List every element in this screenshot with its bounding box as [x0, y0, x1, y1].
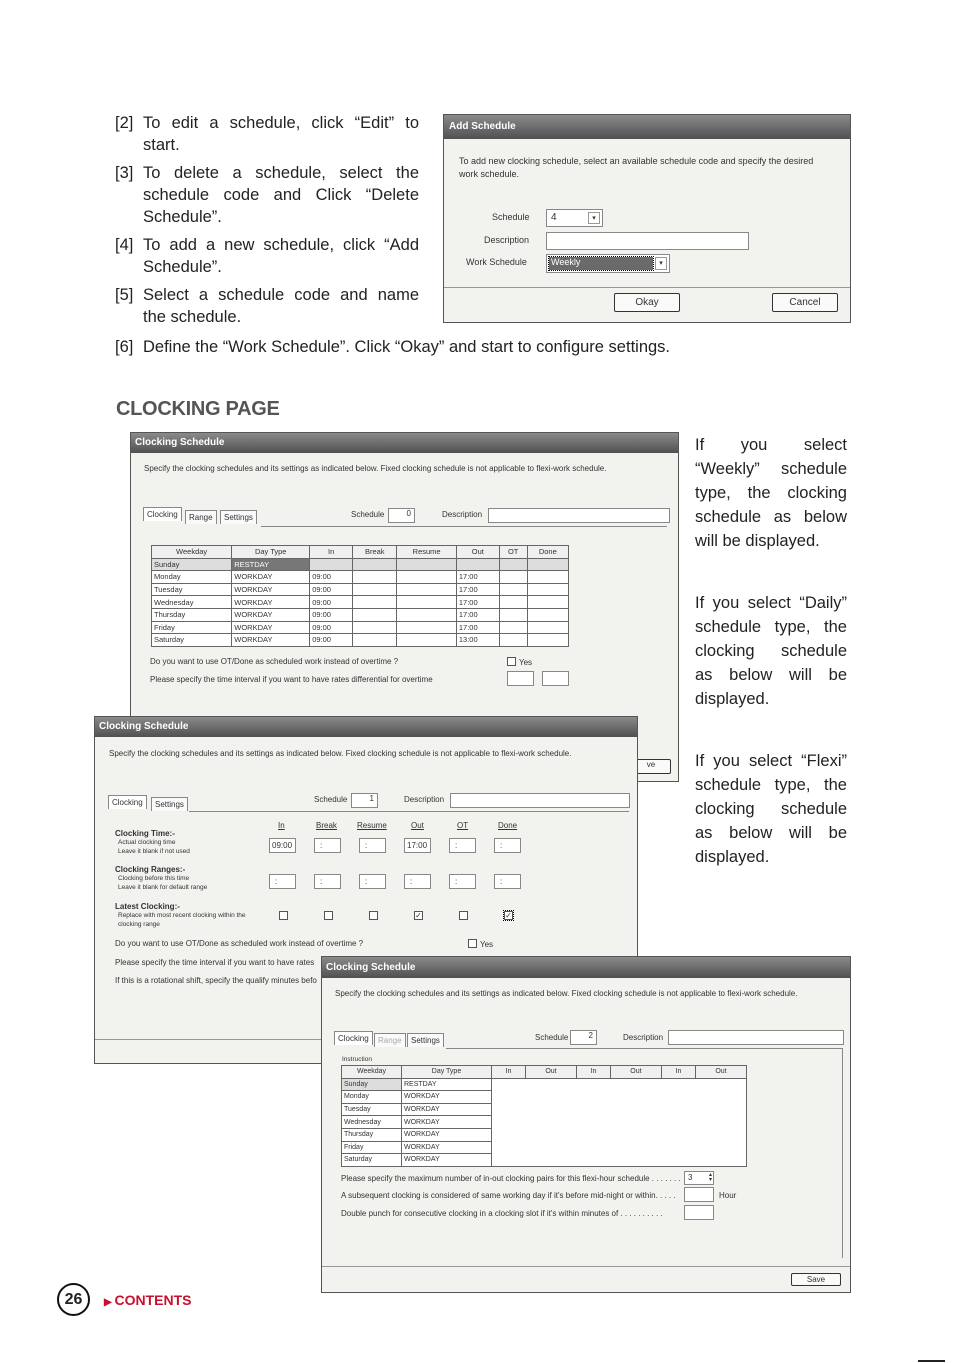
ranges-title: Clocking Ranges:- [115, 865, 186, 874]
window-title: Clocking Schedule [131, 433, 678, 453]
ot-yes-label: Yes [519, 658, 533, 667]
table-row[interactable]: Tuesday WORKDAY 09:00 17:00 [152, 583, 569, 596]
col-weekday: Weekday [152, 546, 232, 559]
time-resume-input[interactable]: : [359, 838, 386, 853]
page-number: 26 [57, 1283, 90, 1316]
col-done: Done [498, 821, 518, 830]
tab-clocking[interactable]: Clocking [334, 1031, 373, 1045]
col-break: Break [316, 821, 337, 830]
window-bottom-separator [322, 1266, 850, 1267]
description-label: Description [484, 235, 530, 245]
table-row[interactable]: Saturday WORKDAY 09:00 13:00 [152, 634, 569, 647]
steps-list [115, 112, 419, 334]
col-in: In [310, 546, 353, 559]
interval-to-input[interactable] [542, 671, 569, 686]
interval-from-input[interactable] [507, 671, 534, 686]
col-daytype: Day Type [232, 546, 310, 559]
tab-baseline [446, 1048, 843, 1049]
range-out-input[interactable]: : [404, 874, 431, 889]
latest-title: Latest Clocking:- [115, 902, 180, 911]
tab-settings[interactable]: Settings [220, 510, 257, 524]
section-title: CLOCKING PAGE [116, 398, 280, 420]
ot-question: Do you want to use OT/Done as scheduled work instead of overtime ? [115, 939, 364, 948]
window-intro: Specify the clocking schedules and its settings as indicated below. Fixed clocking schedule is not applicable to flexi-work schedule. [109, 749, 572, 758]
step-3: [3] To delete a schedule, select the schedule code and Click “Delete Schedule”. [115, 164, 419, 226]
step-6: [6] Define the “Work Schedule”. Click “Okay” and start to configure settings. [115, 338, 671, 356]
description-input[interactable] [450, 793, 630, 808]
spinner-icon: ▴ ▾ [708, 1172, 712, 1183]
midnight-question: A subsequent clocking is considered of same working day if it's before mid-night or within. . . . . [341, 1191, 676, 1200]
tab-range[interactable]: Range [374, 1033, 406, 1047]
clocking-time-title: Clocking Time:- [115, 829, 175, 838]
clocking-time-sub1: Actual clocking time [118, 839, 176, 846]
range-in-input[interactable]: : [269, 874, 296, 889]
ranges-sub1: Clocking before this time [118, 875, 190, 882]
tab-clocking[interactable]: Clocking [143, 507, 182, 521]
tab-baseline [261, 526, 667, 527]
rotational-question: If this is a rotational shift, specify the qualify minutes befo [115, 976, 317, 985]
footer-rule [918, 1360, 945, 1362]
interval-question: Please specify the time interval if you want to have rates [115, 958, 315, 967]
tab-settings[interactable]: Settings [151, 797, 188, 811]
time-break-input[interactable]: : [314, 838, 341, 853]
latest-done-checkbox[interactable]: ✓ [505, 911, 512, 920]
cancel-button[interactable]: Cancel [772, 293, 838, 312]
okay-button[interactable]: Okay [614, 293, 680, 312]
double-punch-question: Double punch for consecutive clocking in a clocking slot if it's within minutes of . . . . . . . . . . [341, 1209, 663, 1218]
step-4: [4] To add a new schedule, click “Add Schedule”. [115, 236, 419, 276]
step-2: [2] To edit a schedule, click “Edit” to start. [115, 114, 419, 154]
col-out: Out [411, 821, 424, 830]
window-title: Clocking Schedule [95, 717, 637, 737]
description-label: Description [623, 1033, 664, 1042]
table-row[interactable]: Monday WORKDAY 09:00 17:00 [152, 571, 569, 584]
tab-baseline [189, 811, 629, 812]
schedule-label: Schedule [535, 1033, 569, 1042]
window-title: Clocking Schedule [322, 957, 850, 978]
range-ot-input[interactable]: : [449, 874, 476, 889]
table-header [152, 546, 569, 559]
note-daily: If you select “Daily” schedule type, the clocking schedule as below will be displayed. [695, 594, 847, 708]
schedule-select[interactable]: 4 ▾ [546, 209, 603, 227]
dialog-intro: To add new clocking schedule, select an available schedule code and specify the desired work schedule. [459, 156, 814, 179]
table-row[interactable]: Wednesday WORKDAY 09:00 17:00 [152, 596, 569, 609]
latest-ot-checkbox[interactable] [459, 911, 468, 920]
contents-link[interactable]: ▶ CONTENTS [104, 1292, 192, 1308]
description-label: Description [404, 795, 445, 804]
ot-question: Do you want to use OT/Done as scheduled work instead of overtime ? [150, 657, 399, 666]
col-out: Out [456, 546, 499, 559]
latest-resume-checkbox[interactable] [369, 911, 378, 920]
col-in: In [278, 821, 285, 830]
latest-break-checkbox[interactable] [324, 911, 333, 920]
ot-yes-checkbox[interactable] [507, 657, 516, 666]
note-flexi: If you select “Flexi” schedule type, the clocking schedule as below will be displayed. [695, 752, 847, 866]
table-row[interactable]: Wednesday WORKDAY [342, 1116, 747, 1129]
save-button[interactable]: Save [791, 1273, 841, 1286]
description-label: Description [442, 510, 483, 519]
time-in-input[interactable]: 09:00 [269, 838, 296, 853]
step-5: [5] Select a schedule code and name the schedule. [115, 286, 419, 326]
table-row[interactable]: Thursday WORKDAY 09:00 17:00 [152, 608, 569, 621]
schedule-label: Schedule [314, 795, 348, 804]
instruction-label: Instruction [342, 1056, 372, 1063]
double-punch-input[interactable] [684, 1205, 714, 1220]
schedule-field[interactable]: 2 [570, 1030, 597, 1045]
flexi-tab-panel-border [842, 1048, 843, 1258]
clocking-time-sub2: Leave it blank if not used [118, 848, 190, 855]
latest-out-checkbox[interactable]: ✓ [415, 911, 422, 920]
col-resume: Resume [357, 821, 387, 830]
col-resume: Resume [397, 546, 456, 559]
time-done-input[interactable]: : [494, 838, 521, 853]
latest-sub1: Replace with most recent clocking within the [118, 912, 246, 919]
tab-clocking[interactable]: Clocking [108, 795, 147, 809]
col-ot: OT [499, 546, 527, 559]
schedule-field[interactable]: 1 [351, 793, 378, 808]
window-intro: Specify the clocking schedules and its settings as indicated below. Fixed clocking schedule is not applicable to flexi-work schedule. [335, 989, 798, 998]
schedule-label: Schedule [351, 510, 385, 519]
triangle-right-icon: ▶ [104, 1297, 115, 1308]
time-out-input[interactable]: 17:00 [404, 838, 431, 853]
schedule-field[interactable]: 0 [388, 508, 415, 523]
range-break-input[interactable]: : [314, 874, 341, 889]
description-input[interactable] [668, 1030, 844, 1045]
range-done-input[interactable]: : [494, 874, 521, 889]
table-row[interactable]: Sunday RESTDAY [342, 1078, 747, 1091]
work-schedule-label: Work Schedule [466, 257, 527, 267]
pairs-stepper[interactable]: 3 ▴ ▾ [684, 1171, 714, 1185]
weekly-table [151, 545, 569, 647]
ranges-sub2: Leave it blank for default range [118, 884, 208, 891]
description-input[interactable] [546, 232, 749, 250]
flexi-table [341, 1065, 747, 1167]
table-row[interactable]: Friday WORKDAY 09:00 17:00 [152, 621, 569, 634]
table-row[interactable]: Friday WORKDAY [342, 1141, 747, 1154]
hour-label: Hour [719, 1191, 737, 1200]
work-schedule-select[interactable]: Weekly ▾ [546, 254, 670, 273]
note-weekly: If you select “Weekly” schedule type, the clocking schedule as below will be displayed. [695, 436, 847, 550]
flexi-clocking-window [321, 956, 851, 1293]
table-row[interactable]: Sunday RESTDAY [152, 558, 569, 571]
tab-range[interactable]: Range [185, 510, 217, 524]
col-break: Break [353, 546, 397, 559]
ot-yes-label: Yes [480, 940, 494, 949]
save-button[interactable]: ve [631, 759, 671, 774]
col-done: Done [527, 546, 568, 559]
time-ot-input[interactable]: : [449, 838, 476, 853]
dialog-title: Add Schedule [444, 115, 850, 139]
table-row[interactable]: Monday WORKDAY [342, 1091, 747, 1104]
tab-settings[interactable]: Settings [407, 1033, 444, 1047]
pairs-question: Please specify the maximum number of in-out clocking pairs for this flexi-hour schedule . . . . . . . [341, 1174, 681, 1183]
midnight-hours-input[interactable] [684, 1187, 714, 1202]
dialog-separator [444, 287, 850, 288]
add-schedule-dialog [443, 114, 851, 323]
table-row[interactable]: Thursday WORKDAY [342, 1128, 747, 1141]
schedule-label: Schedule [492, 212, 530, 222]
ot-yes-checkbox[interactable] [468, 939, 477, 948]
window-intro: Specify the clocking schedules and its settings as indicated below. Fixed clocking schedule is not applicable to flexi-work schedule. [144, 464, 607, 473]
chevron-down-icon: ▾ [588, 212, 600, 224]
range-resume-input[interactable]: : [359, 874, 386, 889]
table-row[interactable]: Tuesday WORKDAY [342, 1103, 747, 1116]
latest-in-checkbox[interactable] [279, 911, 288, 920]
description-input[interactable] [488, 508, 670, 523]
latest-sub2: clocking range [118, 921, 160, 928]
table-header: Weekday Day Type In Out In Out In Out [342, 1066, 747, 1079]
table-row[interactable]: Saturday WORKDAY [342, 1154, 747, 1167]
col-ot: OT [457, 821, 469, 830]
chevron-down-icon: ▾ [655, 257, 667, 270]
interval-question: Please specify the time interval if you want to have rates differential for overtime [150, 675, 433, 684]
